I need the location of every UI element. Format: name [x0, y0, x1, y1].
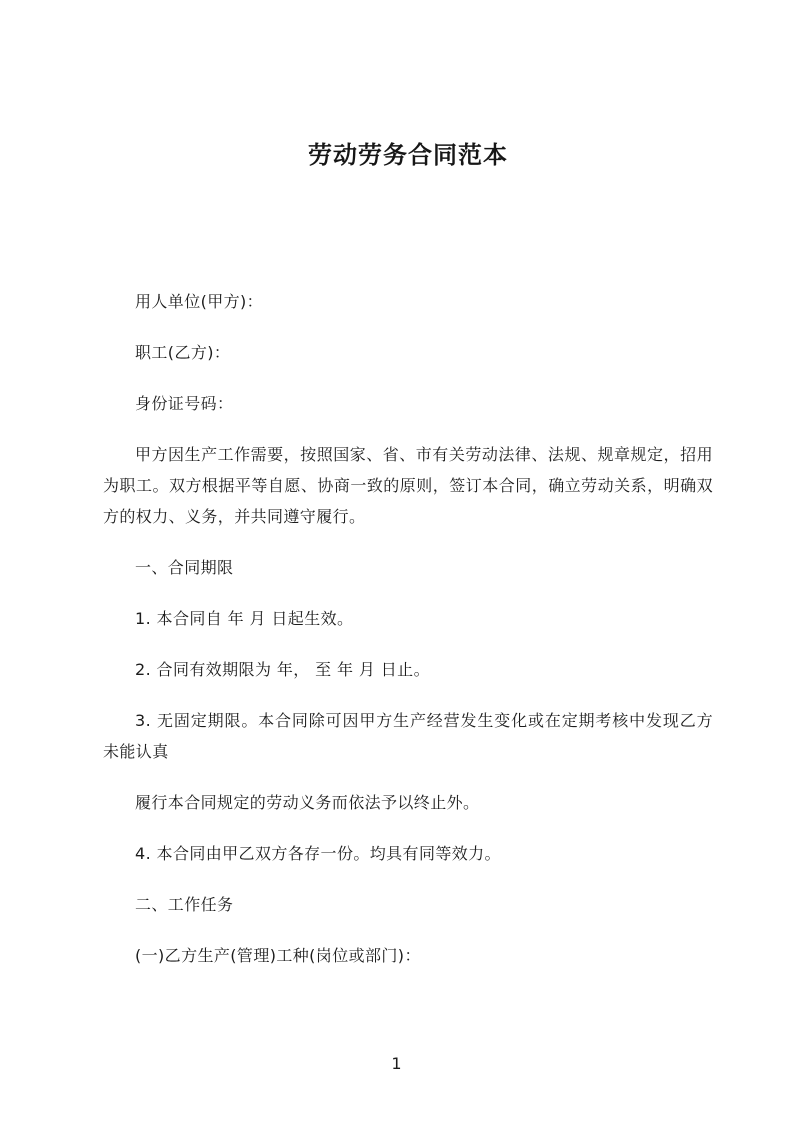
clause-work-item-1: (一)乙方生产(管理)工种(岗位或部门)：	[135, 946, 421, 965]
field-employee-line: 职工(乙方)：	[135, 343, 231, 362]
document-title: 劳动劳务合同范本	[308, 141, 508, 169]
clause-term-item-3: 3. 无固定期限。本合同除可因甲方生产经营发生变化或在定期考核中发现乙方未能认真	[103, 711, 713, 761]
field-employer-line: 用人单位(甲方)：	[135, 292, 264, 311]
clause-term-item-2: 2. 合同有效期限为 年， 至 年 月 日止。	[135, 660, 430, 679]
section-heading-contract-term: 一、合同期限	[135, 558, 234, 577]
clause-term-item-3-continued: 履行本合同规定的劳动义务而依法予以终止外。	[135, 793, 480, 812]
intro-paragraph: 甲方因生产工作需要，按照国家、省、市有关劳动法律、法规、规章规定，招用 为职工。双方根据平等自愿、协商一致的原则，签订本合同，确立劳动关系，明确双方的权力、义务，并共同遵守履行。	[103, 445, 713, 526]
field-id-number-line: 身份证号码：	[135, 394, 234, 413]
clause-term-item-4: 4. 本合同由甲乙双方各存一份。均具有同等效力。	[135, 844, 501, 863]
section-heading-work-tasks: 二、工作任务	[135, 895, 234, 914]
clause-term-item-1: 1. 本合同自 年 月 日起生效。	[135, 609, 354, 628]
page-number: 1	[391, 1054, 402, 1073]
document-body	[103, 286, 713, 971]
